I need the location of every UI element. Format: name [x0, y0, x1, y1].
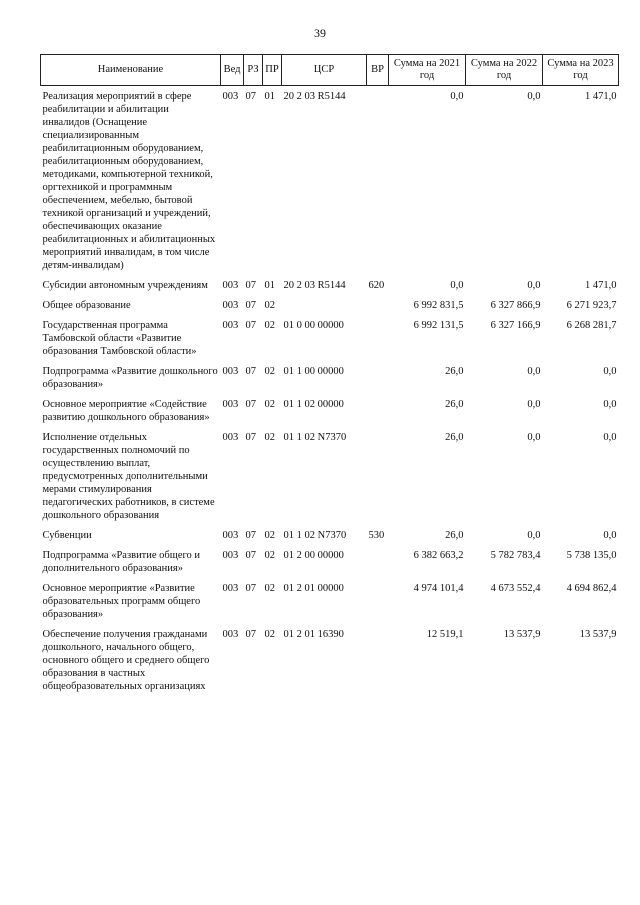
row-rz: 07 — [245, 530, 256, 541]
row-name: Субвенции — [42, 530, 92, 541]
row-pr: 02 — [264, 530, 275, 541]
page-number: 39 — [314, 26, 326, 40]
row-csr: 01 1 02 00000 — [283, 399, 344, 410]
row-rz: 07 — [245, 366, 256, 377]
row-pr: 02 — [264, 300, 275, 311]
header-sum-2023: Сумма на 2023 год — [543, 55, 619, 86]
row-pr: 02 — [264, 550, 275, 561]
header-ved: Вед — [221, 55, 244, 86]
row-rz: 07 — [245, 320, 256, 331]
row-sum-2021: 4 974 101,4 — [413, 583, 464, 594]
row-sum-2022: 0,0 — [527, 366, 541, 377]
row-vr — [367, 545, 389, 578]
row-name: Обеспечение получения гражданами дошкольного, начального общего, основного общего и среднего общего образования в частных общеобразовательных организациях — [42, 629, 210, 692]
row-sum-2022: 0,0 — [527, 432, 541, 443]
row-pr: 02 — [264, 320, 275, 331]
header-rz: РЗ — [244, 55, 263, 86]
row-ved: 003 — [222, 280, 239, 291]
row-sum-2023: 0,0 — [603, 530, 617, 541]
table-row — [41, 361, 619, 394]
header-name: Наименование — [41, 55, 221, 86]
row-name: Реализация мероприятий в сфере реабилитации и абилитации инвалидов (Оснащение специализированным реабилитационным оборудованием, реабилитационным оборудованием, методиками, компьютерной техникой, оргтехникой и программным обеспечением, мебелью, бытовой техникой организаций и учреждений, обеспечивающих оказание реабилитационных и абилитационных мероприятий инвалидам, в том числе детям-инвалидам) — [42, 91, 216, 271]
row-ved: 003 — [222, 399, 239, 410]
row-csr: 01 2 00 00000 — [283, 550, 344, 561]
row-csr: 01 1 02 N7370 — [283, 530, 347, 541]
row-sum-2022: 0,0 — [527, 399, 541, 410]
row-name: Основное мероприятие «Содействие развитию дошкольного образования» — [42, 399, 210, 423]
row-pr: 01 — [264, 280, 275, 291]
row-pr: 02 — [264, 629, 275, 640]
header-sum-2022: Сумма на 2022 год — [466, 55, 543, 86]
row-sum-2022: 0,0 — [527, 280, 541, 291]
row-name: Государственная программа Тамбовской области «Развитие образования Тамбовской области» — [42, 320, 197, 357]
row-sum-2022: 5 782 783,4 — [490, 550, 541, 561]
row-sum-2023: 0,0 — [603, 432, 617, 443]
row-sum-2022: 6 327 166,9 — [490, 320, 541, 331]
row-sum-2023: 5 738 135,0 — [566, 550, 617, 561]
header-sum-2021: Сумма на 2021 год — [389, 55, 466, 86]
header-vr: ВР — [367, 55, 389, 86]
table-row — [41, 525, 619, 545]
row-vr — [367, 624, 389, 696]
row-ved: 003 — [222, 91, 239, 102]
table-header — [41, 55, 619, 86]
row-ved: 003 — [222, 366, 239, 377]
table-row — [41, 295, 619, 315]
table-row — [41, 275, 619, 295]
row-sum-2023: 1 471,0 — [585, 280, 617, 291]
row-sum-2021: 0,0 — [450, 280, 464, 291]
row-pr: 02 — [264, 432, 275, 443]
row-csr: 20 2 03 R5144 — [283, 280, 346, 291]
header-csr: ЦСР — [282, 55, 367, 86]
row-vr: 620 — [368, 280, 385, 291]
row-sum-2021: 6 992 131,5 — [413, 320, 464, 331]
row-sum-2023: 13 537,9 — [579, 629, 617, 640]
row-vr — [367, 295, 389, 315]
header-row — [41, 55, 619, 86]
row-csr: 01 2 01 00000 — [283, 583, 344, 594]
row-sum-2023: 4 694 862,4 — [566, 583, 617, 594]
row-sum-2023: 6 271 923,7 — [566, 300, 617, 311]
row-sum-2021: 26,0 — [445, 366, 464, 377]
row-rz: 07 — [245, 399, 256, 410]
row-ved: 003 — [222, 629, 239, 640]
row-vr — [367, 315, 389, 361]
table-row — [41, 545, 619, 578]
row-sum-2021: 6 992 831,5 — [413, 300, 464, 311]
row-name: Общее образование — [42, 300, 131, 311]
row-vr — [367, 394, 389, 427]
row-rz: 07 — [245, 432, 256, 443]
row-sum-2021: 6 382 663,2 — [413, 550, 464, 561]
row-csr — [282, 295, 367, 315]
row-name: Субсидии автономным учреждениям — [42, 280, 208, 291]
row-sum-2021: 26,0 — [445, 432, 464, 443]
row-sum-2022: 0,0 — [527, 91, 541, 102]
row-sum-2022: 6 327 866,9 — [490, 300, 541, 311]
row-rz: 07 — [245, 280, 256, 291]
table-row — [41, 578, 619, 624]
row-ved: 003 — [222, 530, 239, 541]
row-vr: 530 — [368, 530, 385, 541]
row-name: Основное мероприятие «Развитие образовательных программ общего образования» — [42, 583, 201, 620]
budget-table — [40, 54, 619, 696]
row-sum-2023: 0,0 — [603, 366, 617, 377]
table-row — [41, 427, 619, 525]
row-csr: 01 2 01 16390 — [283, 629, 344, 640]
row-ved: 003 — [222, 550, 239, 561]
row-sum-2023: 6 268 281,7 — [566, 320, 617, 331]
row-vr — [367, 427, 389, 525]
table-row — [41, 315, 619, 361]
row-sum-2021: 26,0 — [445, 530, 464, 541]
row-csr: 01 0 00 00000 — [283, 320, 344, 331]
row-ved: 003 — [222, 300, 239, 311]
row-pr: 02 — [264, 583, 275, 594]
row-ved: 003 — [222, 583, 239, 594]
row-ved: 003 — [222, 432, 239, 443]
table-body — [41, 86, 619, 697]
row-vr — [367, 361, 389, 394]
row-pr: 02 — [264, 366, 275, 377]
header-pr: ПР — [263, 55, 282, 86]
row-name: Исполнение отдельных государственных полномочий по осуществлению выплат, предусмотренных дополнительными мерами стимулирования педагогических работников, в системе дошкольного образования — [42, 432, 215, 521]
row-rz: 07 — [245, 583, 256, 594]
row-csr: 01 1 02 N7370 — [283, 432, 347, 443]
row-vr — [367, 86, 389, 276]
row-rz: 07 — [245, 300, 256, 311]
row-sum-2022: 0,0 — [527, 530, 541, 541]
row-vr — [367, 578, 389, 624]
row-pr: 02 — [264, 399, 275, 410]
row-name: Подпрограмма «Развитие общего и дополнительного образования» — [42, 550, 201, 574]
row-ved: 003 — [222, 320, 239, 331]
row-sum-2021: 0,0 — [450, 91, 464, 102]
row-sum-2021: 12 519,1 — [426, 629, 464, 640]
table-row — [41, 624, 619, 696]
row-rz: 07 — [245, 629, 256, 640]
row-name: Подпрограмма «Развитие дошкольного образования» — [42, 366, 218, 390]
row-csr: 01 1 00 00000 — [283, 366, 344, 377]
row-sum-2023: 1 471,0 — [585, 91, 617, 102]
row-rz: 07 — [245, 91, 256, 102]
row-sum-2022: 13 537,9 — [503, 629, 541, 640]
table-row — [41, 394, 619, 427]
table-row — [41, 86, 619, 276]
row-sum-2021: 26,0 — [445, 399, 464, 410]
row-sum-2023: 0,0 — [603, 399, 617, 410]
row-pr: 01 — [264, 91, 275, 102]
row-sum-2022: 4 673 552,4 — [490, 583, 541, 594]
row-csr: 20 2 03 R5144 — [283, 91, 346, 102]
row-rz: 07 — [245, 550, 256, 561]
